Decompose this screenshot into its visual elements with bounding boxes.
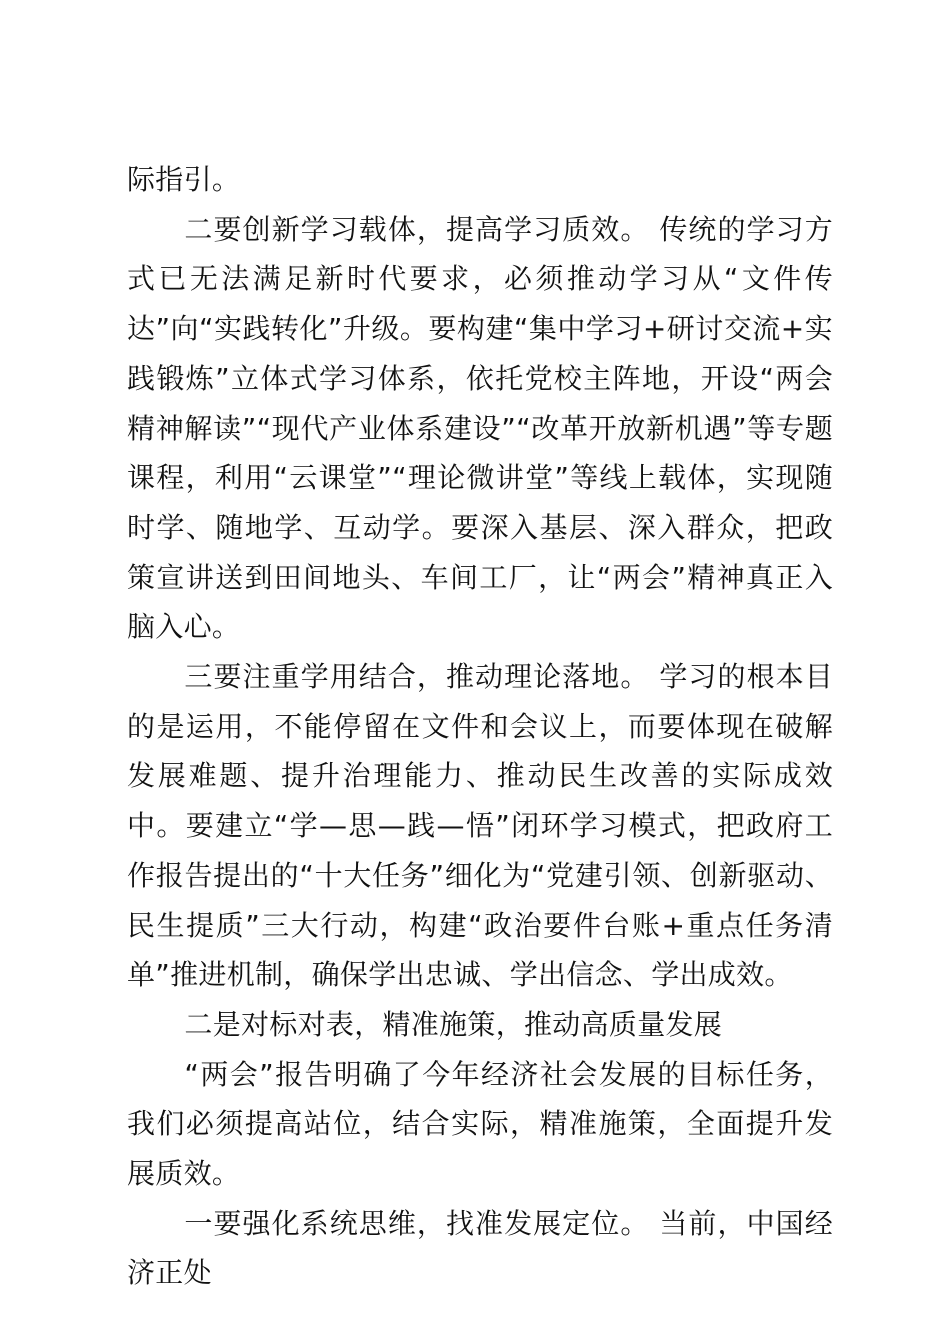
- paragraph-continuation: 际指引。: [127, 163, 241, 196]
- document-body: [127, 155, 833, 1298]
- section-heading: 二是对标对表，精准施策，推动高质量发展: [184, 1007, 723, 1041]
- paragraph-two-sessions-report: “两会”报告明确了今年经济社会发展的目标任务，我们必须提高站位，结合实际，精准施策，全面提升发展质效。: [127, 1057, 833, 1191]
- paragraph-learning-carrier: 二要创新学习载体，提高学习质效。 传统的学习方式已无法满足新时代要求，必须推动学习从“文件传达”向“实践转化”升级。要构建“集中学习+研讨交流+实践锻炼”立体式学习体系，依托党校主阵地，开设“两会精神解读”“现代产业体系建设”“改革开放新机遇”等专题课程，利用“云课堂”“理论微讲堂”等线上载体，实现随时学、随地学、互动学。要深入基层、深入群众，把政策宣讲送到田间地头、车间工厂，让“两会”精神真正入脑入心。: [127, 212, 833, 644]
- paragraph-systems-thinking: 一要强化系统思维，找准发展定位。 当前，中国经济正处: [127, 1206, 833, 1290]
- paragraph-study-application: 三要注重学用结合，推动理论落地。 学习的根本目的是运用，不能停留在文件和会议上，而要体现在破解发展难题、提升治理能力、推动民生改善的实际成效中。要建立“学—思—践—悟”闭环学习模式，把政府工作报告提出的“十大任务”细化为“党建引领、创新驱动、民生提质”三大行动，构建“政治要件台账+重点任务清单”推进机制，确保学出忠诚、学出信念、学出成效。: [127, 660, 833, 992]
